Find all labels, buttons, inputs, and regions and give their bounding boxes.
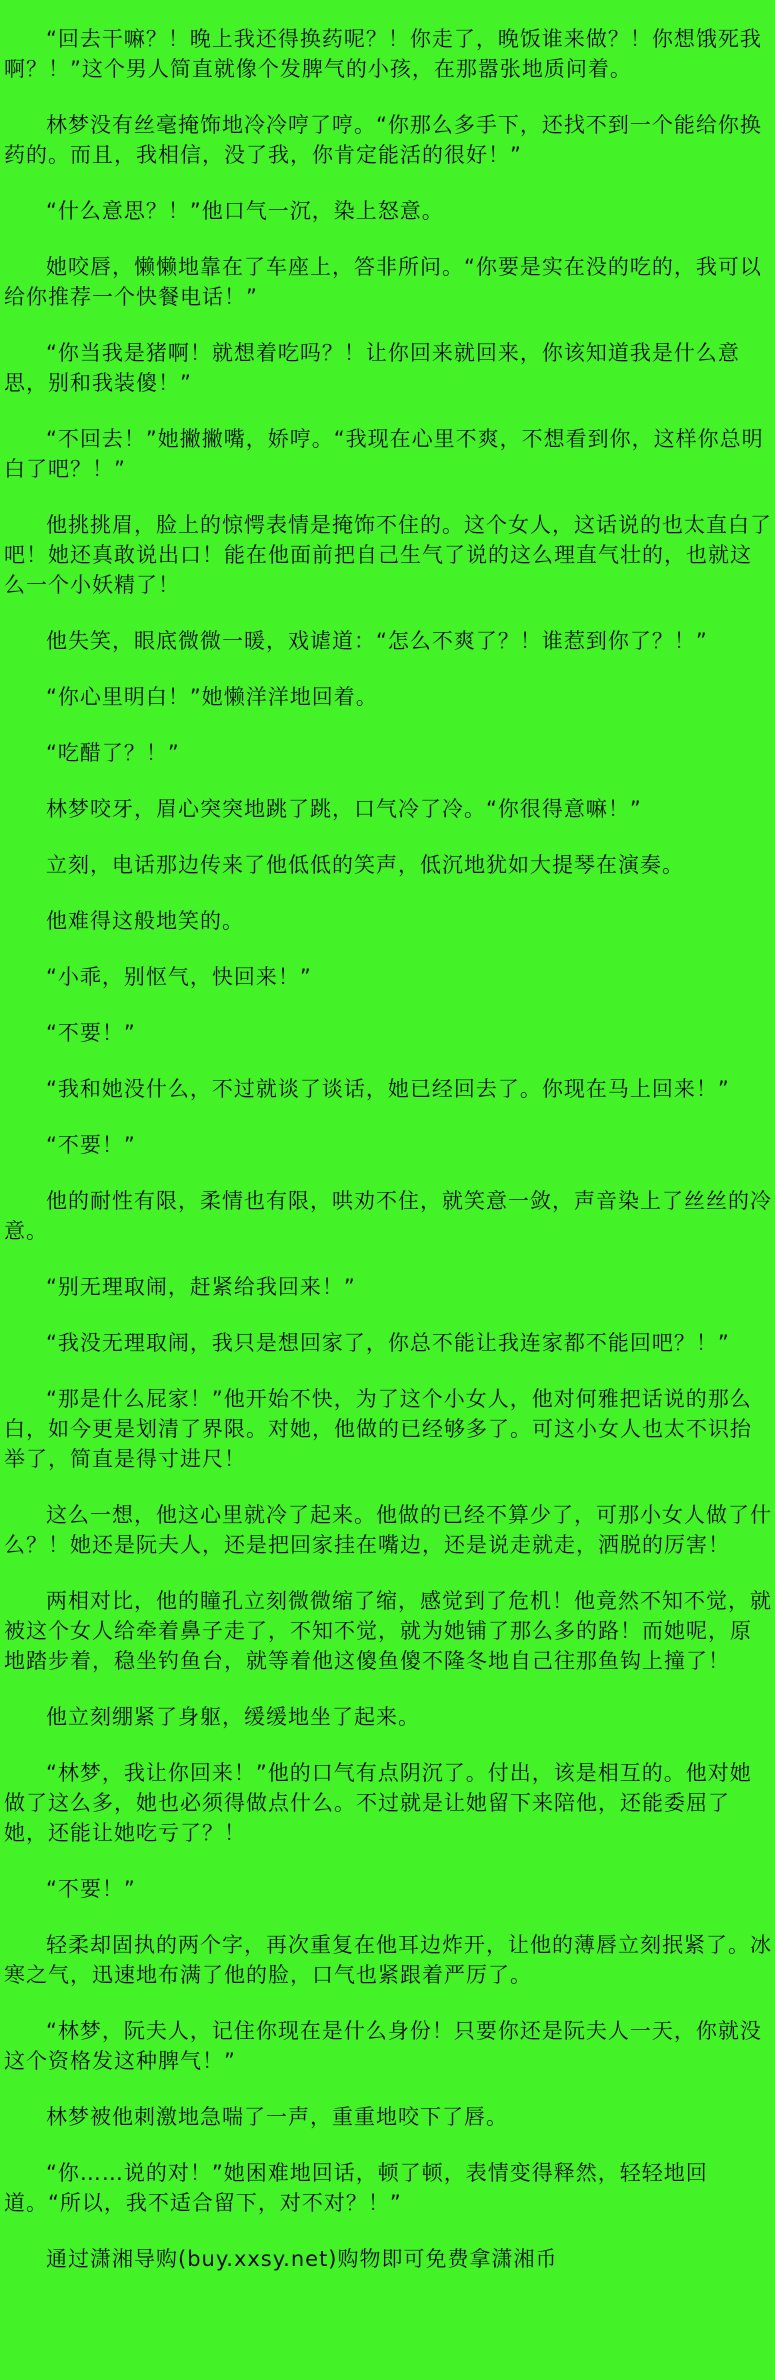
- paragraph: “我和她没什么，不过就谈了谈话，她已经回去了。你现在马上回来！”: [46, 1077, 730, 1101]
- paragraph: “什么意思？！”他口气一沉，染上怒意。: [46, 199, 444, 223]
- paragraph: 两相对比，他的瞳孔立刻微微缩了缩，感觉到了危机！他竟然不知不觉，就被这个女人给牵着鼻子走了，不知不觉，就为她铺了那么多的路！而她呢，原地踏步着，稳坐钓鱼台，就等着他这傻鱼傻不隆冬地自己往那鱼钩上撞了！: [4, 1589, 772, 1673]
- paragraph: 她咬唇，懒懒地靠在了车座上，答非所问。“你要是实在没的吃的，我可以给你推荐一个快餐电话！”: [4, 255, 762, 309]
- paragraph: 他失笑，眼底微微一暖，戏谑道：“怎么不爽了？！谁惹到你了？！”: [46, 629, 708, 653]
- paragraph: “别无理取闹，赶紧给我回来！”: [46, 1275, 356, 1299]
- paragraph: “你当我是猪啊！就想着吃吗？！让你回来就回来，你该知道我是什么意思，别和我装傻！”: [4, 341, 740, 395]
- paragraph: “小乖，别怄气，快回来！”: [46, 965, 312, 989]
- paragraph: “不回去！”她撇撇嘴，娇哼。“我现在心里不爽，不想看到你，这样你总明白了吧？！”: [4, 427, 764, 481]
- paragraph: 他的耐性有限，柔情也有限，哄劝不住，就笑意一敛，声音染上了丝丝的冷意。: [4, 1189, 772, 1243]
- paragraph: 他挑挑眉，脸上的惊愕表情是掩饰不住的。这个女人，这话说的也太直白了吧！她还真敢说出口！能在他面前把自己生气了说的这么理直气壮的，也就这么一个小妖精了！: [4, 513, 772, 597]
- paragraph: 他难得这般地笑的。: [46, 909, 244, 933]
- paragraph: 这么一想，他这心里就冷了起来。他做的已经不算少了，可那小女人做了什么？！她还是阮夫人，还是把回家挂在嘴边，还是说走就走，洒脱的厉害！: [4, 1503, 772, 1557]
- paragraph: “林梦，我让你回来！”他的口气有点阴沉了。付出，该是相互的。他对她做了这么多，她也必须得做点什么。不过就是让她留下来陪他，还能委屈了她，还能让她吃亏了？！: [4, 1761, 752, 1845]
- paragraph: “你心里明白！”她懒洋洋地回着。: [46, 685, 378, 709]
- paragraph: “不要！”: [46, 1021, 136, 1045]
- paragraph: 林梦咬牙，眉心突突地跳了跳，口气冷了冷。“你很得意嘛！”: [46, 797, 642, 821]
- paragraph: 林梦没有丝毫掩饰地冷冷哼了哼。“你那么多手下，还找不到一个能给你换药的。而且，我相信，没了我，你肯定能活的很好！”: [4, 113, 762, 167]
- paragraph: “那是什么屁家！”他开始不快，为了这个小女人，他对何雅把话说的那么白，如今更是划清了界限。对她，他做的已经够多了。可这小女人也太不识抬举了，简直是得寸进尺！: [4, 1387, 752, 1471]
- paragraph: 他立刻绷紧了身躯，缓缓地坐了起来。: [46, 1705, 420, 1729]
- paragraph: “不要！”: [46, 1133, 136, 1157]
- paragraph: “回去干嘛？！晚上我还得换药呢？！你走了，晚饭谁来做？！你想饿死我啊？！”这个男人简直就像个发脾气的小孩，在那嚣张地质问着。: [4, 27, 762, 81]
- paragraph: “你……说的对！”她困难地回话，顿了顿，表情变得释然，轻轻地回道。“所以，我不适合留下，对不对？！”: [4, 2161, 708, 2215]
- paragraph: 立刻，电话那边传来了他低低的笑声，低沉地犹如大提琴在演奏。: [46, 853, 684, 877]
- paragraph: 轻柔却固执的两个字，再次重复在他耳边炸开，让他的薄唇立刻抿紧了。冰寒之气，迅速地布满了他的脸，口气也紧跟着严厉了。: [4, 1933, 772, 1987]
- paragraph: 林梦被他刺激地急喘了一声，重重地咬下了唇。: [46, 2105, 508, 2129]
- paragraph: “林梦，阮夫人，记住你现在是什么身份！只要你还是阮夫人一天，你就没这个资格发这种脾气！”: [4, 2019, 762, 2073]
- paragraph: “吃醋了？！”: [46, 741, 180, 765]
- promo-line: 通过潇湘导购(buy.xxsy.net)购物即可免费拿潇湘币: [46, 2247, 558, 2271]
- paragraph: “不要！”: [46, 1877, 136, 1901]
- paragraph: “我没无理取闹，我只是想回家了，你总不能让我连家都不能回吧？！”: [46, 1331, 730, 1355]
